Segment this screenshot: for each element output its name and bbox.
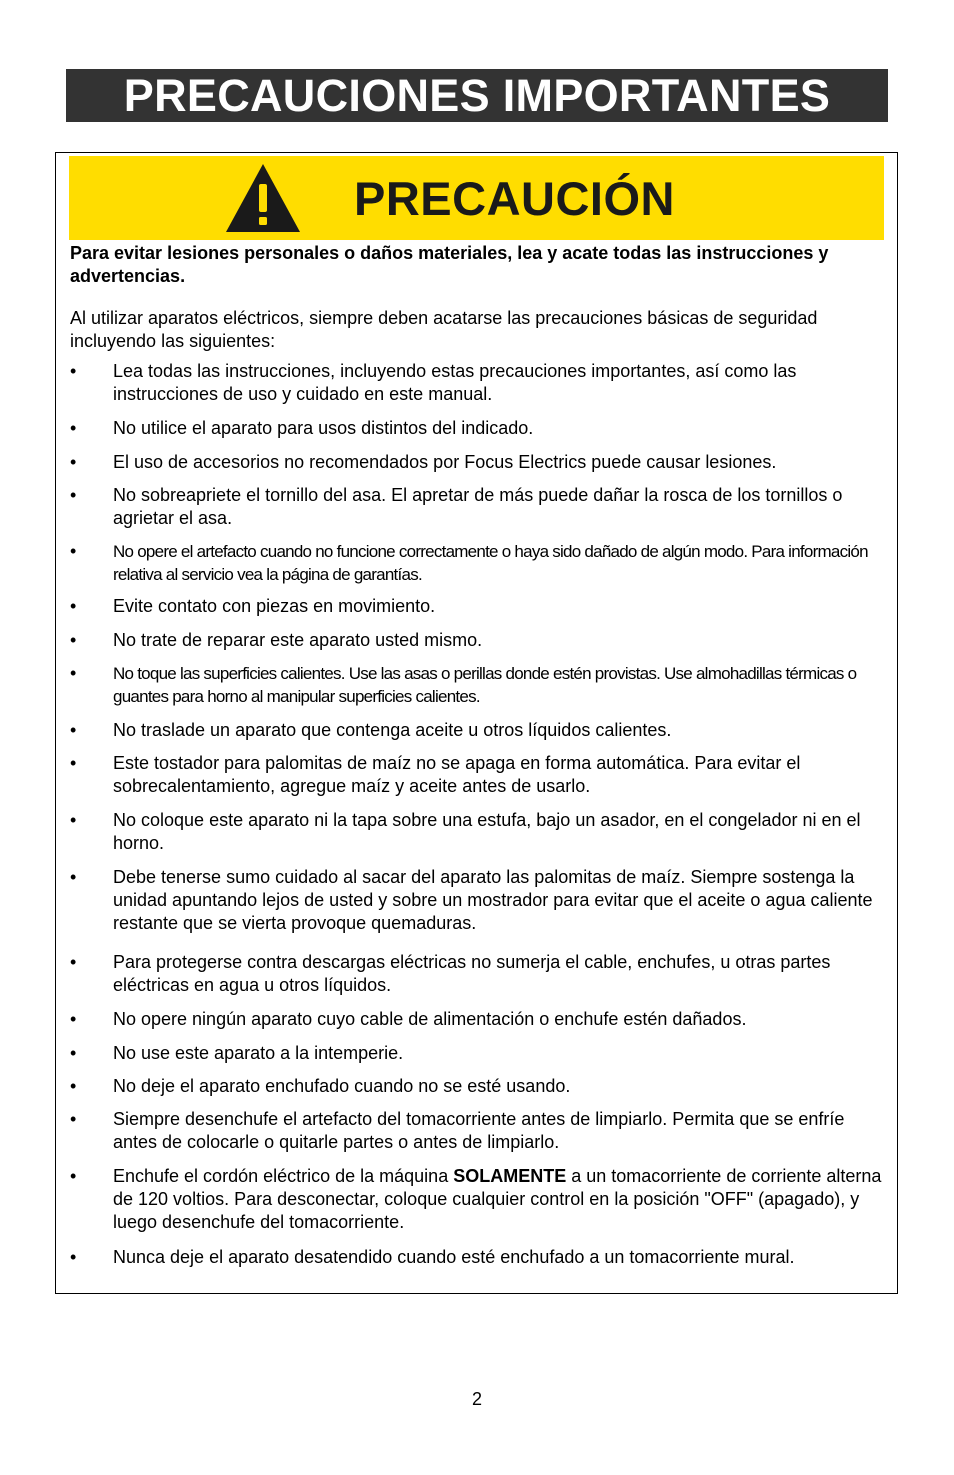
list-item xyxy=(70,662,885,708)
caution-label: PRECAUCIÓN xyxy=(354,172,675,225)
warning-triangle-icon xyxy=(224,162,302,234)
bullet: • xyxy=(70,663,77,683)
list-item xyxy=(70,629,885,652)
list-item xyxy=(70,951,885,997)
list-item xyxy=(70,1075,885,1098)
list-item xyxy=(70,752,885,798)
bullet: • xyxy=(70,1247,77,1267)
list-item xyxy=(70,595,885,618)
bullet: • xyxy=(70,596,77,616)
bullet: • xyxy=(70,485,77,505)
list-item xyxy=(70,1165,885,1234)
list-item xyxy=(70,451,885,474)
page-number: 2 xyxy=(471,1389,482,1409)
plug-text-emphasis: SOLAMENTE xyxy=(453,1166,567,1186)
list-item-text: No coloque este aparato ni la tapa sobre una estufa, bajo un asador, en el congelador ni en el horno. xyxy=(113,810,861,853)
lead-warning: Para evitar lesiones personales o daños materiales, lea y acate todas las instrucciones y advertencias. xyxy=(70,243,829,286)
list-item-text: No use este aparato a la intemperie. xyxy=(113,1043,404,1063)
list-item xyxy=(70,484,885,530)
list-item-text: No opere ningún aparato cuyo cable de alimentación o enchufe estén dañados. xyxy=(113,1009,747,1029)
list-item-text: No trate de reparar este aparato usted mismo. xyxy=(113,630,483,650)
plug-text-after: a un tomacorriente de corriente alterna de 120 voltios. Para desconectar, coloque cualquier control en la posición "OFF" (apagado), y luego desenchufe del tomacorriente. xyxy=(113,1166,882,1232)
bullet: • xyxy=(70,720,77,740)
bullet: • xyxy=(70,418,77,438)
list-item xyxy=(70,1246,885,1269)
list-item-text: No sobreapriete el tornillo del asa. El apretar de más puede dañar la rosca de los tornillos o agrietar el asa. xyxy=(113,485,843,528)
bullet: • xyxy=(70,361,77,381)
bullet: • xyxy=(70,541,77,561)
list-item xyxy=(70,809,885,855)
list-item-text: El uso de accesorios no recomendados por Focus Electrics puede causar lesiones. xyxy=(113,452,777,472)
list-item xyxy=(70,540,885,586)
list-item-text: Para protegerse contra descargas eléctricas no sumerja el cable, enchufes, u otras partes eléctricas en agua u otros líquidos. xyxy=(113,952,831,995)
list-item xyxy=(70,1108,885,1154)
bullet: • xyxy=(70,1009,77,1029)
list-item-text: No opere el artefacto cuando no funcione correctamente o haya sido dañado de algún modo. Para información relativa al servicio vea la página de garantías. xyxy=(113,542,868,584)
list-item xyxy=(70,417,885,440)
bullet: • xyxy=(70,867,77,887)
list-item xyxy=(70,360,885,406)
list-item-text: No utilice el aparato para usos distintos del indicado. xyxy=(113,418,534,438)
bullet: • xyxy=(70,1076,77,1096)
list-item xyxy=(70,866,885,935)
bullet: • xyxy=(70,1166,77,1186)
list-item xyxy=(70,1008,885,1031)
list-item-text: No deje el aparato enchufado cuando no se esté usando. xyxy=(113,1076,571,1096)
list-item-text: No toque las superficies calientes. Use las asas o perillas donde estén provistas. Use almohadillas térmicas o guantes para horno al manipular superficies calientes. xyxy=(113,664,857,706)
list-item xyxy=(70,1042,885,1065)
bullet: • xyxy=(70,1043,77,1063)
plug-text-before: Enchufe el cordón eléctrico de la máquina xyxy=(113,1166,454,1186)
bullet: • xyxy=(70,753,77,773)
bullet: • xyxy=(70,1109,77,1129)
page-title: PRECAUCIONES IMPORTANTES xyxy=(66,69,888,122)
bullet: • xyxy=(70,630,77,650)
list-item-text: Evite contato con piezas en movimiento. xyxy=(113,596,436,616)
bullet: • xyxy=(70,810,77,830)
precaution-box xyxy=(55,152,898,1294)
bullet: • xyxy=(70,952,77,972)
list-item-text xyxy=(113,1165,885,1234)
list-item-text: Debe tenerse sumo cuidado al sacar del aparato las palomitas de maíz. Siempre sostenga la unidad apuntando lejos de usted y sobre un mostrador para evitar que el aceite o agua caliente restante que se vierta provoque quemaduras. xyxy=(113,867,873,933)
list-item-text: Este tostador para palomitas de maíz no se apaga en forma automática. Para evitar el sobrecalentamiento, agregue maíz y aceite antes de usarlo. xyxy=(113,753,801,796)
intro-paragraph: Al utilizar aparatos eléctricos, siempre deben acatarse las precauciones básicas de seguridad incluyendo las siguientes: xyxy=(70,308,818,351)
list-item-text: Siempre desenchufe el artefacto del tomacorriente antes de limpiarlo. Permita que se enfríe antes de colocarle o quitarle partes o antes de limpiarlo. xyxy=(113,1109,845,1152)
list-item xyxy=(70,719,885,742)
list-item-text: Nunca deje el aparato desatendido cuando esté enchufado a un tomacorriente mural. xyxy=(113,1247,795,1267)
list-item-text: No traslade un aparato que contenga aceite u otros líquidos calientes. xyxy=(113,720,672,740)
caution-banner xyxy=(69,156,884,240)
list-item-text: Lea todas las instrucciones, incluyendo estas precauciones importantes, así como las instrucciones de uso y cuidado en este manual. xyxy=(113,361,797,404)
bullet: • xyxy=(70,452,77,472)
